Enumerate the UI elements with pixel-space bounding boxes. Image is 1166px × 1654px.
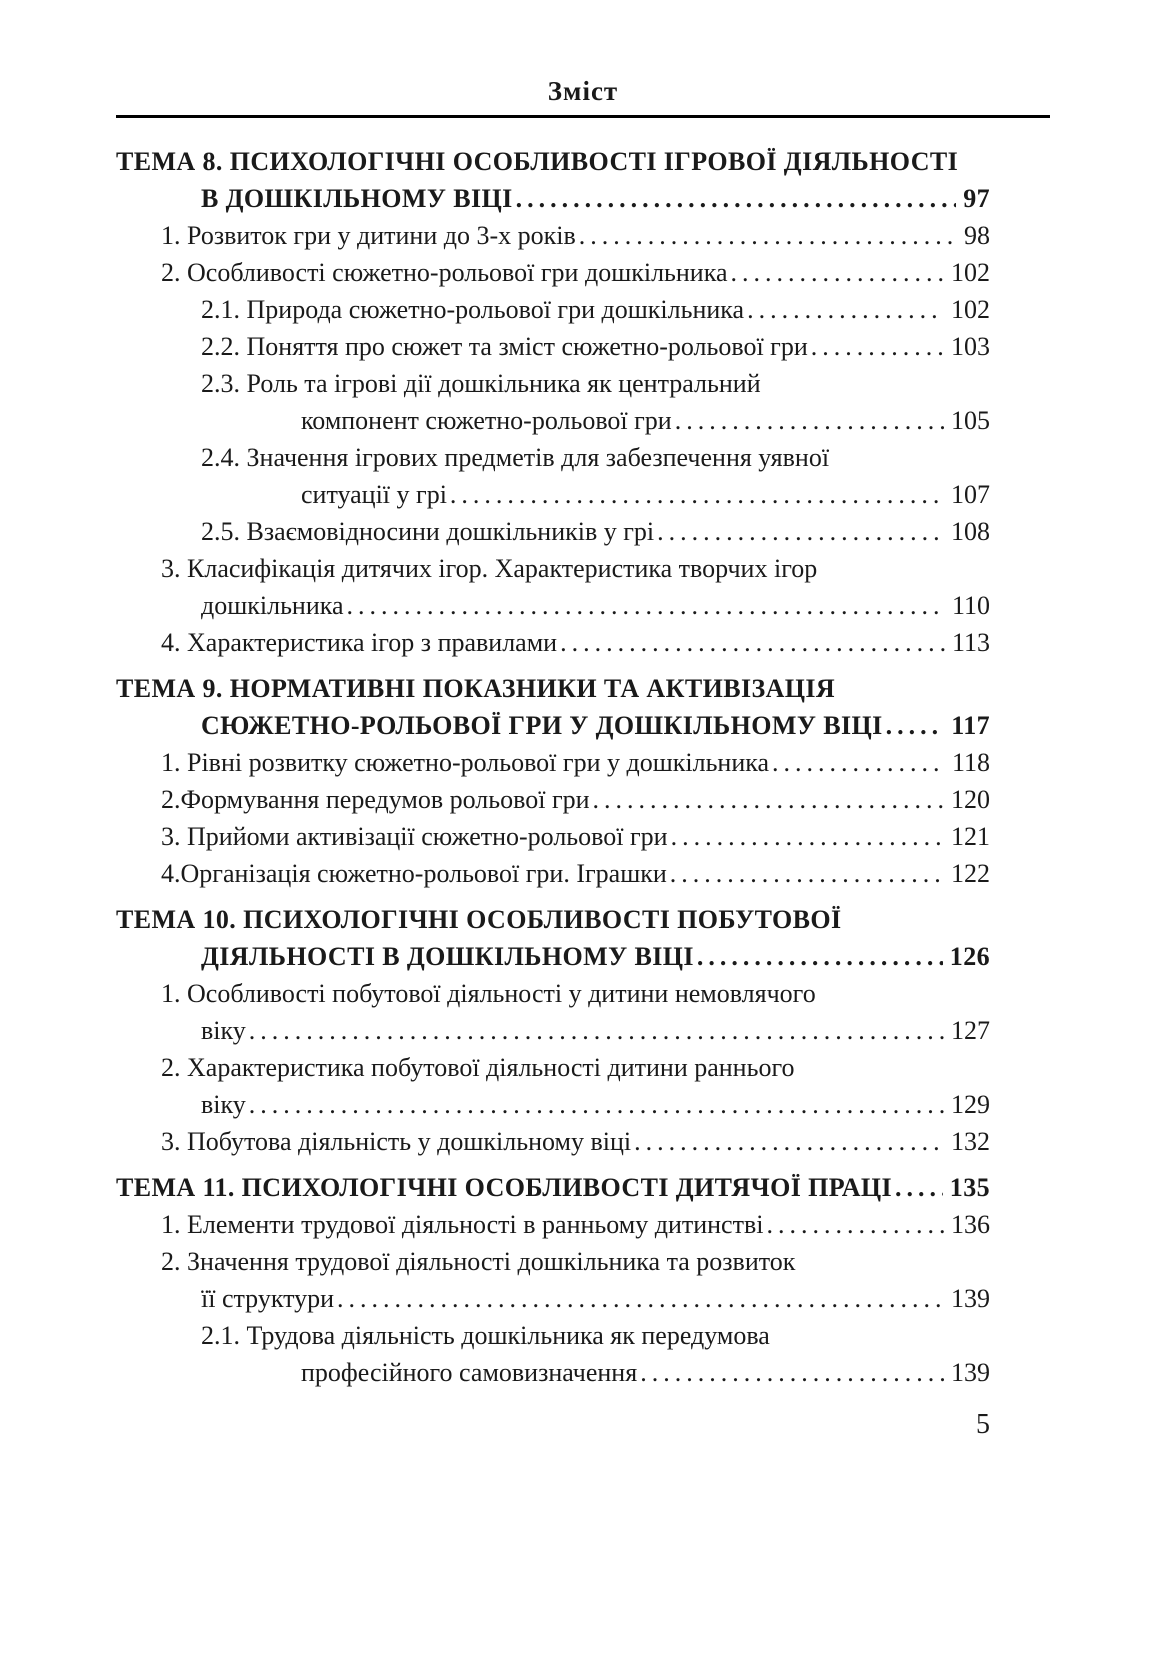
toc-entry-text: 1. Елементи трудової діяльності в ранньому дитинстві — [161, 1210, 764, 1239]
toc-page-number: 132 — [951, 1127, 990, 1156]
toc-entry-line — [116, 217, 990, 254]
leader-dots — [450, 476, 944, 513]
toc-entry-text: 1. Розвиток гри у дитини до 3-х років — [161, 221, 576, 250]
toc-entry — [116, 781, 990, 818]
toc-entry-line — [116, 476, 990, 513]
toc-entry — [116, 291, 990, 328]
leader-dots — [731, 254, 944, 291]
toc-entry-text: 2.1. Природа сюжетно-рольової гри дошкільника — [201, 295, 745, 324]
toc-page-number: 122 — [951, 859, 990, 888]
leader-dots — [772, 744, 945, 781]
page-header — [0, 0, 1166, 118]
toc-entry-line — [116, 402, 990, 439]
toc-entry-text: віку — [201, 1090, 246, 1119]
toc-entry-text: дошкільника — [201, 591, 344, 620]
toc-page-number: 118 — [951, 748, 990, 777]
toc-entry-text: 4.Організація сюжетно-рольової гри. Іграшки — [161, 859, 667, 888]
leader-dots — [640, 1354, 944, 1391]
toc-entry — [116, 855, 990, 892]
toc-entry-line — [116, 744, 990, 781]
toc-page-number: 126 — [949, 942, 990, 971]
toc-page-number: 120 — [951, 785, 990, 814]
leader-dots — [675, 402, 944, 439]
toc-page-number: 135 — [949, 1173, 990, 1202]
toc-entry-line — [116, 1086, 990, 1123]
toc-entry-text: 2.2. Поняття про сюжет та зміст сюжетно-рольової гри — [201, 332, 808, 361]
toc-entry-line — [116, 1354, 990, 1391]
toc-entry — [116, 1317, 990, 1391]
toc-entry — [116, 670, 990, 744]
toc-entry — [116, 1243, 990, 1317]
toc-entry-line — [116, 550, 990, 587]
leader-dots — [579, 217, 957, 254]
toc-entry-text: 2. Значення трудової діяльності дошкільника та розвиток — [161, 1247, 796, 1276]
toc-entry-line — [116, 1317, 990, 1354]
leader-dots — [516, 180, 957, 217]
leader-dots — [249, 1012, 944, 1049]
toc-entry-text: ДІЯЛЬНОСТІ В ДОШКІЛЬНОМУ ВІЦІ — [201, 942, 694, 971]
toc-entry-line — [116, 818, 990, 855]
toc-entry — [116, 818, 990, 855]
toc-entry-line — [116, 143, 990, 180]
toc-page-number: 127 — [951, 1016, 990, 1045]
toc-entry-text: 2.1. Трудова діяльність дошкільника як передумова — [201, 1321, 770, 1350]
leader-dots — [671, 818, 944, 855]
toc-entry-text: 2. Особливості сюжетно-рольової гри дошкільника — [161, 258, 728, 287]
toc-entry-line — [116, 624, 990, 661]
toc-entry-line — [116, 707, 990, 744]
leader-dots — [670, 855, 944, 892]
toc-page-number: 129 — [951, 1090, 990, 1119]
leader-dots — [347, 587, 945, 624]
toc-page-number: 139 — [951, 1358, 990, 1387]
toc-page-number: 108 — [951, 517, 990, 546]
toc-entry-text: СЮЖЕТНО-РОЛЬОВОЇ ГРИ У ДОШКІЛЬНОМУ ВІЦІ — [201, 711, 883, 740]
toc-entry-line — [116, 513, 990, 550]
toc-entry — [116, 254, 990, 291]
leader-dots — [747, 291, 944, 328]
toc-entry-line — [116, 291, 990, 328]
toc-entry-text: В ДОШКІЛЬНОМУ ВІЦІ — [201, 184, 513, 213]
toc-entry-line — [116, 781, 990, 818]
leader-dots — [657, 513, 944, 550]
toc-entry-text: 3. Прийоми активізації сюжетно-рольової гри — [161, 822, 668, 851]
leader-dots — [560, 624, 945, 661]
toc-entry-line — [116, 901, 990, 938]
toc-entry-line — [116, 1243, 990, 1280]
toc-entry-text: 4. Характеристика ігор з правилами — [161, 628, 558, 657]
toc-entry — [116, 439, 990, 513]
toc-entry-text: 2. Характеристика побутової діяльності дитини раннього — [161, 1053, 795, 1082]
toc-entry-text: 2.5. Взаємовідносини дошкільників у грі — [201, 517, 655, 546]
page-number: 5 — [976, 1409, 990, 1440]
toc-entry-text: ТЕМА 9. НОРМАТИВНІ ПОКАЗНИКИ ТА АКТИВІЗАЦІЯ — [116, 674, 836, 703]
toc-entry-line — [116, 180, 990, 217]
toc-entry-line — [116, 1049, 990, 1086]
toc-entry — [116, 143, 990, 217]
toc-entry-text: віку — [201, 1016, 246, 1045]
leader-dots — [697, 938, 943, 975]
toc-entry-line — [116, 254, 990, 291]
toc-entry-text: 2.3. Роль та ігрові дії дошкільника як центральний — [201, 369, 761, 398]
toc-page-number: 117 — [951, 711, 990, 740]
toc-page-number: 103 — [951, 332, 990, 361]
toc-page-number: 102 — [951, 295, 990, 324]
toc-entry-text: професійного самовизначення — [301, 1358, 638, 1387]
toc-entry-line — [116, 439, 990, 476]
toc-entry-text: 2.Формування передумов рольової гри — [161, 785, 590, 814]
toc-entry-line — [116, 365, 990, 402]
toc-entry-text: ТЕМА 11. ПСИХОЛОГІЧНІ ОСОБЛИВОСТІ ДИТЯЧОЇ ПРАЦІ — [116, 1173, 893, 1202]
toc-page-number: 113 — [951, 628, 990, 657]
toc-entry — [116, 744, 990, 781]
page-title: Зміст — [547, 76, 619, 106]
leader-dots — [337, 1280, 944, 1317]
toc-entry-line — [116, 975, 990, 1012]
toc-entry-line — [116, 938, 990, 975]
toc-entry-text: 1. Особливості побутової діяльності у дитини немовлячого — [161, 979, 816, 1008]
toc-entry-text: 3. Класифікація дитячих ігор. Характеристика творчих ігор — [161, 554, 818, 583]
toc-entry-line — [116, 1280, 990, 1317]
toc-entry-text: ситуації у грі — [301, 480, 447, 509]
toc-entry-line — [116, 1123, 990, 1160]
toc-page-number: 136 — [951, 1210, 990, 1239]
toc-entry — [116, 1169, 990, 1206]
toc-page-number: 102 — [951, 258, 990, 287]
toc-entry-line — [116, 1012, 990, 1049]
leader-dots — [593, 781, 944, 818]
toc-entry-line — [116, 1169, 990, 1206]
toc-entry — [116, 1049, 990, 1123]
toc-entry-line — [116, 855, 990, 892]
toc-entry-text: 3. Побутова діяльність у дошкільному віці — [161, 1127, 632, 1156]
toc-page-number: 121 — [951, 822, 990, 851]
leader-dots — [811, 328, 944, 365]
toc-page-number: 110 — [951, 591, 990, 620]
leader-dots — [249, 1086, 944, 1123]
toc-entry — [116, 975, 990, 1049]
toc-entry — [116, 624, 990, 661]
toc-entry-text: ТЕМА 8. ПСИХОЛОГІЧНІ ОСОБЛИВОСТІ ІГРОВОЇ ДІЯЛЬНОСТІ — [116, 147, 959, 176]
leader-dots — [634, 1123, 944, 1160]
toc-page-number: 139 — [951, 1284, 990, 1313]
toc-entry — [116, 513, 990, 550]
toc-page-number: 97 — [963, 184, 990, 213]
toc-entry — [116, 328, 990, 365]
toc-entry-line — [116, 587, 990, 624]
toc-entry — [116, 365, 990, 439]
toc-page-number: 105 — [951, 406, 990, 435]
toc-entry — [116, 901, 990, 975]
toc-entry-text: її структури — [201, 1284, 335, 1313]
toc-list — [0, 118, 1166, 1391]
toc-entry-line — [116, 670, 990, 707]
leader-dots — [895, 1169, 943, 1206]
toc-entry — [116, 1123, 990, 1160]
toc-page-number: 98 — [964, 221, 990, 250]
toc-entry — [116, 1206, 990, 1243]
toc-entry-text: ТЕМА 10. ПСИХОЛОГІЧНІ ОСОБЛИВОСТІ ПОБУТОВОЇ — [116, 905, 842, 934]
toc-entry-text: 1. Рівні розвитку сюжетно-рольової гри у дошкільника — [161, 748, 770, 777]
toc-page-number: 107 — [951, 480, 990, 509]
leader-dots — [886, 707, 945, 744]
leader-dots — [766, 1206, 944, 1243]
toc-entry-line — [116, 328, 990, 365]
toc-entry — [116, 550, 990, 624]
toc-entry-line — [116, 1206, 990, 1243]
toc-entry-text: 2.4. Значення ігрових предметів для забезпечення уявної — [201, 443, 830, 472]
toc-entry-text: компонент сюжетно-рольової гри — [301, 406, 672, 435]
toc-entry — [116, 217, 990, 254]
